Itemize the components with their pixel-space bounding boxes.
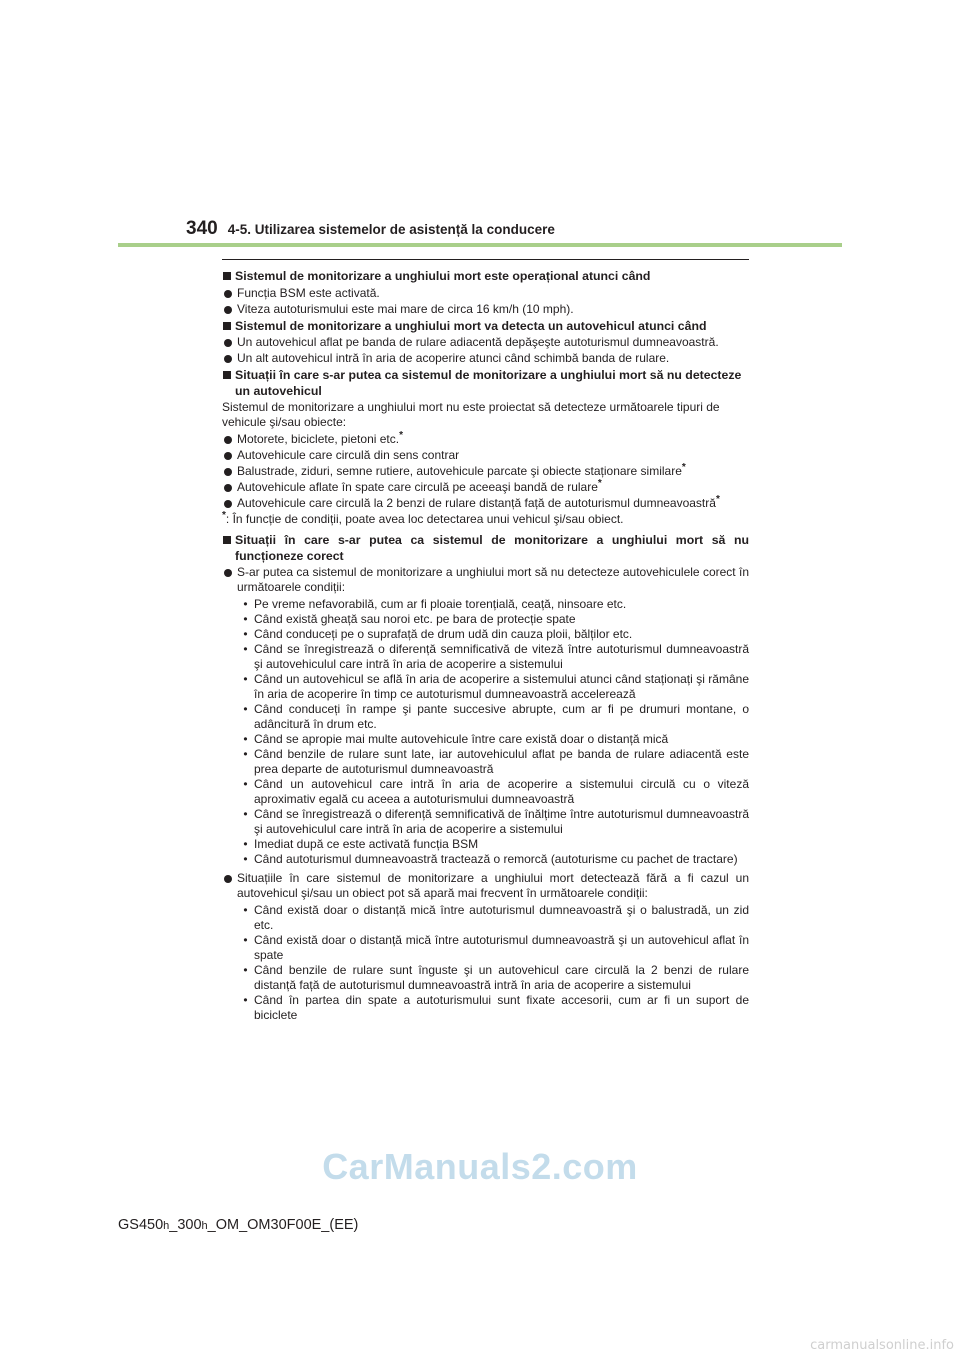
footnote-mark: * [222, 510, 226, 521]
section-detects [222, 319, 749, 367]
middot-icon: • [243, 597, 248, 611]
sub-item: • Când autoturismul dumneavoastră tractează o remorcă (autoturisme cu pachet de tractare) [237, 852, 749, 867]
watermark: CarManuals2.com [322, 1146, 638, 1187]
middot-icon: • [243, 612, 248, 626]
section-heading: Situații în care s-ar putea ca sistemul de monitorizare a unghiului mort să nu funcționeze corect [222, 533, 749, 564]
middot-icon: • [243, 807, 248, 821]
middot-icon: • [243, 903, 248, 917]
asterisk-mark: * [681, 462, 686, 473]
sub-item: • Când există doar o distanță mică între autoturismul dumneavoastră şi o balustradă, un zid etc. [237, 903, 749, 933]
middot-icon: • [243, 672, 248, 686]
sub-item: • Când se înregistrează o diferență semnificativă de viteză între autoturismul dumneavoastră şi autovehiculul care intră în aria de acoperire a sistemului [237, 642, 749, 672]
list-item: Autovehicule aflate în spate care circulă pe aceeaşi bandă de rulare* [222, 480, 749, 495]
square-bullet-icon [223, 322, 231, 330]
sub-item: • Când există doar o distanță mică între autoturismul dumneavoastră şi un autovehicul aflat în spate [237, 933, 749, 963]
sub-item: • Când un autovehicul se află în aria de acoperire a sistemului atunci când staționați şi rămâne în aria de acoperire în timp ce autoturismul dumneavoastră accelerează [237, 672, 749, 702]
section-heading: Sistemul de monitorizare a unghiului mort este operațional atunci când [222, 269, 749, 285]
sub-item: • Când conduceți pe o suprafață de drum udă din cauza ploii, bălților etc. [237, 627, 749, 642]
circle-bullet-icon [224, 339, 232, 347]
square-bullet-icon [223, 536, 231, 544]
section-not-detected [222, 368, 749, 527]
sub-list [237, 903, 749, 1023]
middot-icon: • [243, 642, 248, 656]
asterisk-mark: * [399, 430, 403, 441]
sub-item: • Imediat după ce este activată funcția BSM [237, 837, 749, 852]
section-heading: Situații în care s-ar putea ca sistemul de monitorizare a unghiului mort să nu detecteze un autovehicul [222, 368, 749, 399]
middot-icon: • [243, 933, 248, 947]
middot-icon: • [243, 702, 248, 716]
circle-bullet-icon [224, 468, 232, 476]
middot-icon: • [243, 963, 248, 977]
sub-list [237, 597, 749, 867]
sub-item: • Când în partea din spate a autoturismului sunt fixate accesorii, cum ar fi un suport de biciclete [237, 993, 749, 1023]
page-header [186, 218, 555, 240]
page-content [222, 269, 749, 1027]
list-item: Autovehicule care circulă din sens contrar [222, 448, 749, 463]
middot-icon: • [243, 852, 248, 866]
circle-bullet-icon [224, 290, 232, 298]
sub-item: • Când se înregistrează o diferență semnificativă de înălțime între autoturismul dumneavoastră şi autovehiculul care intră în aria de acoperire a sistemului [237, 807, 749, 837]
middot-icon: • [243, 747, 248, 761]
middot-icon: • [243, 732, 248, 746]
page-number: 340 [186, 218, 218, 239]
middot-icon: • [243, 627, 248, 641]
square-bullet-icon [223, 371, 231, 379]
sub-item: • Pe vreme nefavorabilă, cum ar fi ploaie torențială, ceață, ninsoare etc. [237, 597, 749, 612]
circle-bullet-icon [224, 436, 232, 444]
asterisk-mark: * [715, 494, 720, 505]
site-watermark: carmanualsonline.info [810, 1338, 954, 1353]
chapter-title: 4-5. Utilizarea sistemelor de asistență la conducere [227, 222, 555, 237]
sub-item: • Când benzile de rulare sunt late, iar autovehiculul aflat pe banda de rulare adiacentă este prea departe de autoturismul dumneavoastră [237, 747, 749, 777]
content-rule [222, 259, 749, 260]
circle-bullet-icon [224, 306, 232, 314]
asterisk-mark: * [597, 478, 602, 489]
sub-item: • Când benzile de rulare sunt înguste şi un autovehicul care circulă la 2 benzi de rulare distanță față de autoturismul dumneavoastră intră în aria de acoperire a sistemului [237, 963, 749, 993]
circle-bullet-icon [224, 484, 232, 492]
circle-bullet-icon [224, 875, 232, 883]
middot-icon: • [243, 993, 248, 1007]
list-item: Autovehicule care circulă la 2 benzi de rulare distanță față de autoturismul dumneavoastră* [222, 496, 749, 511]
header-rule [118, 243, 842, 247]
section-operational [222, 269, 749, 317]
section-intro: Sistemul de monitorizare a unghiului mort nu este proiectat să detecteze următoarele tipuri de vehicule şi/sau obiecte: [222, 400, 720, 429]
list-item: Situațiile în care sistemul de monitorizare a unghiului mort detectează fără a fi cazul un autovehicul şi/sau un obiect pot să apară mai frecvent în următoarele condiții: [222, 871, 749, 901]
middot-icon: • [243, 837, 248, 851]
list-item: Viteza autoturismului este mai mare de circa 16 km/h (10 mph). [222, 302, 749, 317]
list-item: Un alt autovehicul intră în aria de acoperire atunci când schimbă banda de rulare. [222, 351, 749, 366]
sub-item: • Când se apropie mai multe autovehicule între care există doar o distanță mică [237, 732, 749, 747]
circle-bullet-icon [224, 569, 232, 577]
circle-bullet-icon [224, 500, 232, 508]
list-item: Un autovehicul aflat pe banda de rulare adiacentă depăşeşte autoturismul dumneavoastră. [222, 335, 749, 350]
sub-item: • Când conduceți în rampe şi pante succesive abrupte, cum ar fi pe drumuri montane, o adâncitură în drum etc. [237, 702, 749, 732]
list-item: Balustrade, ziduri, semne rutiere, autovehicule parcate şi obiecte staționare similare* [222, 464, 749, 479]
middot-icon: • [243, 777, 248, 791]
sub-item: • Când un autovehicul care intră în aria de acoperire a sistemului circulă cu o viteză aproximativ egală cu aceea a autoturismului dumneavoastră [237, 777, 749, 807]
square-bullet-icon [223, 272, 231, 280]
circle-bullet-icon [224, 355, 232, 363]
sub-item: • Când există gheață sau noroi etc. pe bara de protecție spate [237, 612, 749, 627]
section-malfunction [222, 533, 749, 1023]
list-item: Funcția BSM este activată. [222, 286, 749, 301]
footnote: *: În funcție de condiții, poate avea loc detectarea unui vehicul şi/sau obiect. [222, 510, 624, 526]
list-item: S-ar putea ca sistemul de monitorizare a unghiului mort să nu detecteze autovehiculele corect în următoarele condiții: [222, 565, 749, 595]
circle-bullet-icon [224, 452, 232, 460]
document-code: GS450h_300h_OM_OM30F00E_(EE) [118, 1217, 359, 1233]
list-item: Motorete, biciclete, pietoni etc.* [222, 432, 749, 447]
section-heading: Sistemul de monitorizare a unghiului mort va detecta un autovehicul atunci când [222, 319, 749, 335]
